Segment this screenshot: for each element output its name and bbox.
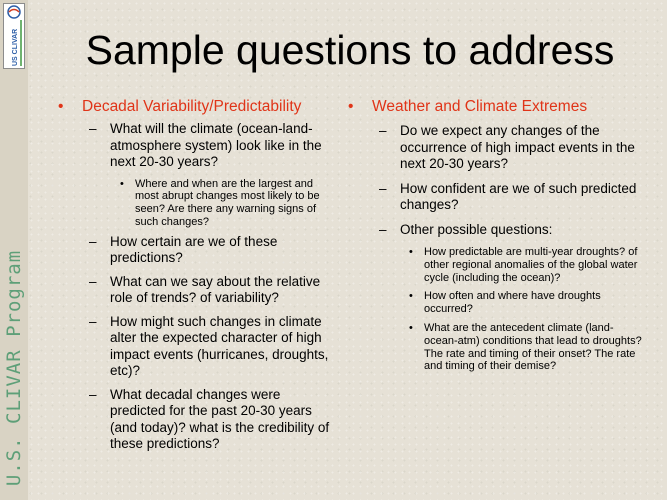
- sub-list-item: [346, 322, 646, 373]
- dash-marker: –: [89, 273, 97, 289]
- right-heading: [346, 97, 646, 116]
- slide-title: Sample questions to address: [85, 27, 615, 73]
- list-item-text: How confident are we of such predicted changes?: [400, 180, 637, 212]
- bullet-marker: •: [120, 177, 124, 190]
- list-item-text: Other possible questions:: [400, 221, 553, 237]
- sub-list-item: [346, 290, 646, 316]
- left-column: [56, 97, 334, 460]
- bullet-marker: •: [58, 98, 64, 115]
- list-item-text: What decadal changes were predicted for the past 20-30 years (and today)? what is the credibility of these predictions?: [110, 386, 330, 452]
- list-item: [346, 123, 646, 173]
- list-item: [56, 314, 334, 380]
- svg-text:US CLIVAR: US CLIVAR: [12, 28, 19, 66]
- sub-list-item-text: Where and when are the largest and most abrupt changes most likely to be seen? Are there any warning signs of such changes?: [135, 177, 320, 228]
- list-item-text: Do we expect any changes of the occurrence of high impact events in the next 20-30 years?: [400, 123, 635, 171]
- dash-marker: –: [89, 233, 97, 249]
- right-column: [346, 97, 646, 379]
- list-item: [56, 234, 334, 267]
- list-item-text: What will the climate (ocean-land-atmosphere system) look like in the next 20-30 years?: [110, 121, 322, 169]
- bullet-marker: •: [409, 290, 413, 303]
- dash-marker: –: [379, 123, 387, 138]
- dash-marker: –: [379, 221, 387, 237]
- right-heading-text: Weather and Climate Extremes: [372, 98, 588, 115]
- left-heading-text: Decadal Variability/Predictability: [82, 98, 302, 115]
- list-item: [56, 121, 334, 171]
- dash-marker: –: [89, 121, 97, 136]
- list-item: [56, 274, 334, 307]
- dash-marker: –: [379, 180, 387, 196]
- sub-list-item: [346, 246, 646, 284]
- sidebar: [0, 0, 28, 500]
- list-item: [346, 222, 646, 239]
- bullet-marker: •: [348, 98, 354, 115]
- sub-list-item-text: How often and where have droughts occurred?: [424, 290, 601, 316]
- dash-marker: –: [89, 313, 97, 329]
- sub-list-item: [56, 178, 334, 229]
- list-item-text: How certain are we of these predictions?: [110, 233, 278, 266]
- list-item: [56, 387, 334, 453]
- left-heading: [56, 97, 334, 116]
- dash-marker: –: [89, 386, 97, 402]
- bullet-marker: •: [409, 246, 413, 258]
- sub-list-item-text: What are the antecedent climate (land-ocean-atm) conditions that lead to droughts? The rate and timing of their onset? The rate and timing of their demise?: [424, 321, 642, 373]
- program-vertical-label: U.S. CLIVAR Program: [3, 249, 25, 487]
- list-item: [346, 181, 646, 214]
- us-clivar-logo: [3, 3, 25, 69]
- list-item-text: What can we say about the relative role of trends? of variability?: [110, 273, 321, 306]
- bullet-marker: •: [409, 321, 413, 334]
- list-item-text: How might such changes in climate alter the expected character of high impact events (hurricanes, droughts, etc)?: [110, 313, 329, 379]
- sub-list-item-text: How predictable are multi-year droughts? of other regional anomalies of the global water cycle (including the ocean)?: [424, 246, 638, 284]
